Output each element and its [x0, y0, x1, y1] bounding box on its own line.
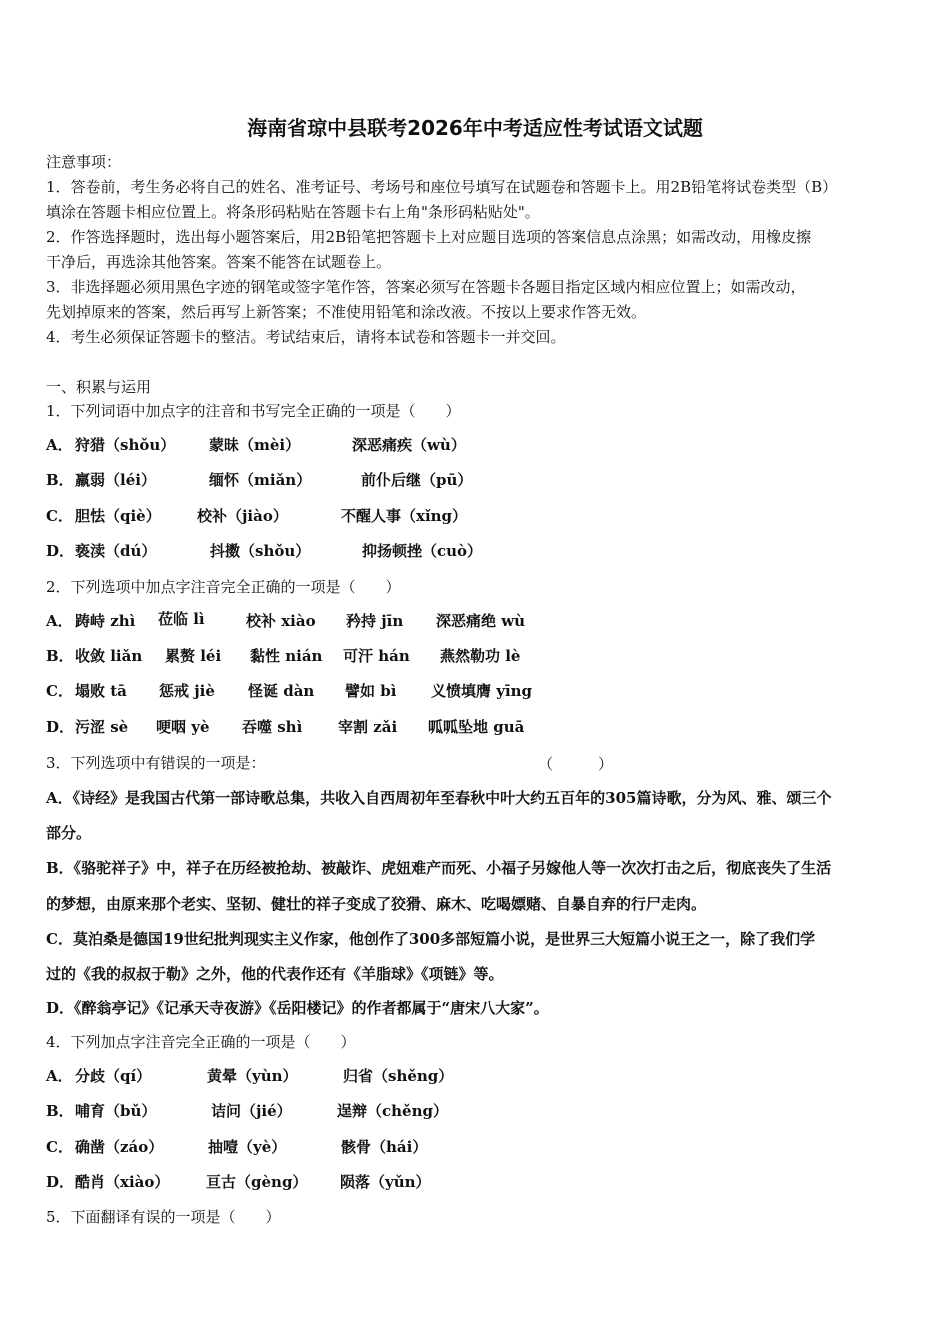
q4-option-d-label: D．: [46, 1173, 75, 1191]
q3-option-b-line: 的梦想，由原来那个老实、坚韧、健壮的祥子变成了狡猾、麻木、吃喝嫖赌、自暴自弃的行尸走肉。: [46, 895, 707, 913]
q2-option-c-item: 义愤填膺 yīng: [431, 682, 533, 700]
q1-option-d-item: 亵渎（dú）: [75, 542, 157, 560]
section-heading: 一、积累与运用: [46, 378, 152, 396]
q3-option-b-line: B．《骆驼祥子》中，祥子在历经被抢劫、被敲诈、虎妞难产而死、小福子另嫁他人等一次次打击之后，彻底丧失了生活: [46, 859, 832, 877]
q2-option-a-item: 莅临 lì: [158, 610, 205, 628]
q1-option-c-item: 校补（jiào）: [197, 507, 288, 525]
q4-option-c-label: C．: [46, 1138, 73, 1156]
q1-option-b-item: 羸弱（léi）: [75, 471, 156, 489]
q1-option-b-item: 缅怀（miǎn）: [209, 471, 312, 489]
q2-option-a-label: A．: [46, 612, 73, 630]
q4-option-b-item: 诘问（jié）: [211, 1102, 292, 1120]
q2-option-d-item: 哽咽 yè: [156, 718, 210, 736]
notice-line: 干净后，再选涂其他答案。答案不能答在试题卷上。: [46, 253, 392, 271]
q3-option-a-line: A．《诗经》是我国古代第一部诗歌总集，共收入自西周初年至春秋中叶大约五百年的305篇诗歌，分为风、雅、颂三个: [46, 789, 832, 807]
notice-line: 4．考生必须保证答题卡的整洁。考试结束后，请将本试卷和答题卡一并交回。: [46, 328, 566, 346]
question-3-stem: 3．下列选项中有错误的一项是：: [46, 754, 266, 772]
question-3-answer-paren: （ ）: [538, 755, 614, 773]
notice-line: 1．答卷前，考生务必将自己的姓名、准考证号、考场号和座位号填写在试题卷和答题卡上。用2B铅笔将试卷类型（B）: [46, 178, 838, 196]
q2-option-b-label: B．: [46, 647, 74, 665]
q2-option-c-item: 惩戒 jiè: [159, 682, 215, 700]
q1-option-a-item: 深恶痛疾（wù）: [352, 436, 466, 454]
q4-option-d-item: 陨落（yǔn）: [340, 1173, 431, 1191]
question-2-stem: 2．下列选项中加点字注音完全正确的一项是（ ）: [46, 578, 401, 596]
q1-option-a-label: A．: [46, 436, 73, 454]
q2-option-d-item: 吞噬 shì: [242, 718, 303, 736]
q1-option-c-item: 不醒人事（xǐng）: [341, 507, 468, 525]
q1-option-d-item: 抑扬顿挫（cuò）: [362, 542, 483, 560]
notice-line: 2．作答选择题时，选出每小题答案后，用2B铅笔把答题卡上对应题目选项的答案信息点涂黑；如需改动，用橡皮擦: [46, 228, 812, 246]
q2-option-c-item: 塌败 tā: [75, 682, 127, 700]
q2-option-a-item: 校补 xiào: [246, 612, 316, 630]
q4-option-b-item: 哺育（bǔ）: [75, 1102, 157, 1120]
q1-option-c-item: 胆怯（qiè）: [75, 507, 161, 525]
notice-heading: 注意事项：: [46, 153, 122, 171]
q4-option-a-item: 分歧（qí）: [75, 1067, 152, 1085]
q3-option-c-line: 过的《我的叔叔于勒》之外，他的代表作还有《羊脂球》《项链》等。: [46, 965, 504, 983]
q1-option-a-item: 蒙昧（mèi）: [209, 436, 301, 454]
q2-option-c-item: 怪诞 dàn: [248, 682, 315, 700]
q2-option-a-item: 踌峙 zhì: [75, 612, 136, 630]
q2-option-c-label: C．: [46, 682, 73, 700]
q3-option-d-line: D．《醉翁亭记》《记承天寺夜游》《岳阳楼记》的作者都属于“唐宋八大家”。: [46, 999, 549, 1017]
q2-option-b-item: 可汗 hán: [343, 647, 410, 665]
q4-option-c-item: 确凿（záo）: [75, 1138, 164, 1156]
q4-option-c-item: 骸骨（hái）: [341, 1138, 428, 1156]
q2-option-d-item: 宰割 zǎi: [338, 718, 398, 736]
q2-option-b-item: 收敛 liǎn: [75, 647, 143, 665]
q3-option-a-line: 部分。: [46, 824, 92, 842]
q2-option-c-item: 譬如 bì: [345, 682, 397, 700]
q3-option-c-line: C．莫泊桑是德国19世纪批判现实主义作家，他创作了300多部短篇小说，是世界三大短篇小说王之一，除了我们学: [46, 930, 816, 948]
q2-option-d-label: D．: [46, 718, 75, 736]
q4-option-c-item: 抽噎（yè）: [208, 1138, 287, 1156]
q4-option-a-item: 黄晕（yùn）: [207, 1067, 298, 1085]
q1-option-d-item: 抖擞（shǒu）: [210, 542, 311, 560]
q1-option-d-label: D．: [46, 542, 75, 560]
q1-option-b-label: B．: [46, 471, 74, 489]
notice-line: 3．非选择题必须用黑色字迹的钢笔或签字笔作答，答案必须写在答题卡各题目指定区域内相应位置上；如需改动，: [46, 278, 806, 296]
q4-option-a-label: A．: [46, 1067, 73, 1085]
q1-option-b-item: 前仆后继（pū）: [361, 471, 473, 489]
q2-option-b-item: 黏性 nián: [250, 647, 323, 665]
q4-option-d-item: 酷肖（xiào）: [75, 1173, 170, 1191]
q2-option-a-item: 深恶痛绝 wù: [436, 612, 526, 630]
question-4-stem: 4．下列加点字注音完全正确的一项是（ ）: [46, 1033, 356, 1051]
page-title: 海南省琼中县联考2026年中考适应性考试语文试题: [247, 116, 703, 140]
question-5-stem: 5．下面翻译有误的一项是（ ）: [46, 1208, 281, 1226]
q4-option-d-item: 亘古（gèng）: [206, 1173, 308, 1191]
q2-option-d-item: 污涩 sè: [75, 718, 129, 736]
q4-option-b-item: 逞辩（chěng）: [337, 1102, 448, 1120]
q4-option-a-item: 归省（shěng）: [343, 1067, 454, 1085]
notice-line: 先划掉原来的答案，然后再写上新答案；不准使用铅笔和涂改液。不按以上要求作答无效。: [46, 303, 647, 321]
q1-option-a-item: 狩猎（shǒu）: [75, 436, 176, 454]
q2-option-d-item: 呱呱坠地 guā: [428, 718, 525, 736]
notice-line: 填涂在答题卡相应位置上。将条形码粘贴在答题卡右上角"条形码粘贴处"。: [46, 203, 540, 221]
q2-option-a-item: 矜持 jīn: [346, 612, 404, 630]
q2-option-b-item: 累赘 léi: [165, 647, 222, 665]
q1-option-c-label: C．: [46, 507, 73, 525]
q4-option-b-label: B．: [46, 1102, 74, 1120]
question-1-stem: 1．下列词语中加点字的注音和书写完全正确的一项是（ ）: [46, 402, 461, 420]
q2-option-b-item: 燕然勒功 lè: [440, 647, 521, 665]
